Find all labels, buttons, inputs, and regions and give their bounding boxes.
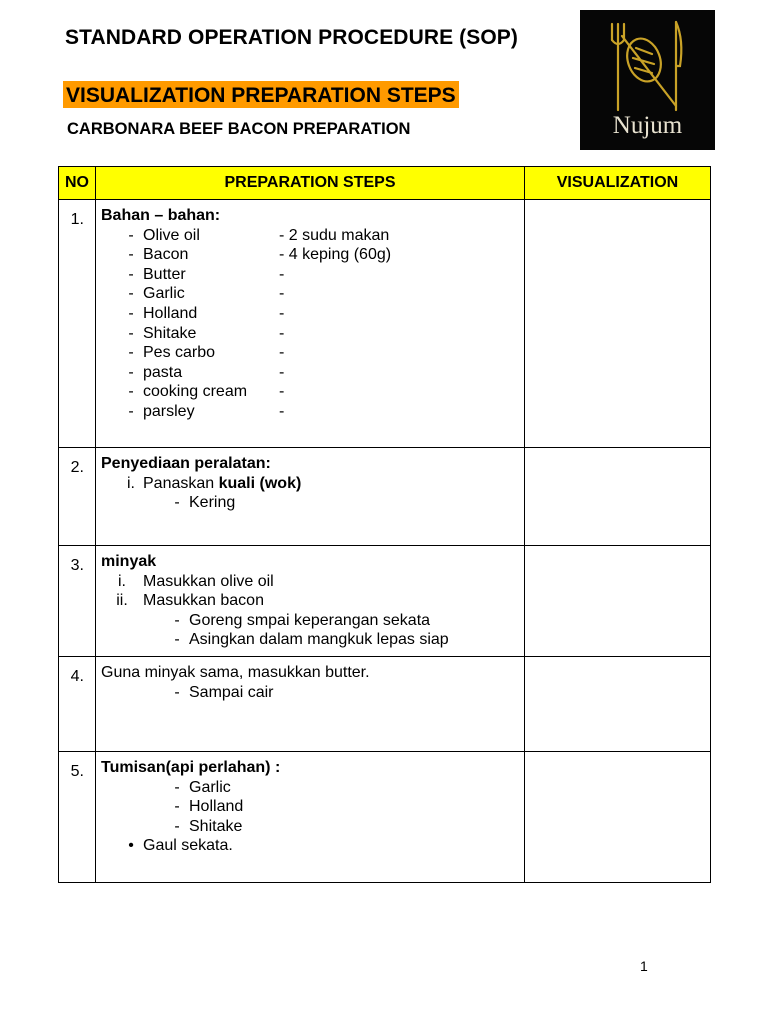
step-heading: Tumisan(api perlahan) : [101,759,281,776]
logo-text: Nujum [612,112,683,139]
sub-item: - Goreng smpai keperangan sekata [174,611,431,629]
table-row [59,546,711,657]
ingredient-item: - Pes carbo - [128,344,285,362]
sub-item: - Sampai cair [174,683,274,701]
step-cell [96,752,525,883]
bullet-item: • Gaul sekata. [128,837,233,855]
header-no: NO [59,167,96,200]
document-subtitle: VISUALIZATION PREPARATION STEPS [63,81,459,108]
visualization-cell [525,200,711,448]
ingredient-item: - pasta - [128,363,285,381]
step-heading: Bahan – bahan: [101,207,221,224]
document-title: STANDARD OPERATION PROCEDURE (SOP) [65,26,518,49]
step-cell [96,657,525,752]
step-heading: Penyediaan peralatan: [101,455,271,472]
page-number: 1 [640,958,648,974]
table-row [59,200,711,448]
step-cell [96,546,525,657]
step-item: ii. Masukkan bacon [116,592,264,610]
step-item: i. Panaskan kuali (wok) [127,474,302,492]
ingredient-item: - Olive oil - 2 sudu makan [128,226,390,244]
header-visualization: VISUALIZATION [525,167,711,200]
visualization-cell [525,448,711,546]
step-cell [96,200,525,448]
ingredient-item: - Holland - [128,304,285,322]
ingredient-item: - Butter - [128,265,285,283]
table-row [59,752,711,883]
row-number: 1. [59,200,96,448]
step-cell [96,448,525,546]
ingredient-item: - Bacon - 4 keping (60g) [128,246,392,264]
sop-table [58,166,711,883]
table-row [59,657,711,752]
row-number: 5. [59,752,96,883]
sub-item: - Garlic [174,778,231,796]
step-heading: minyak [101,553,157,570]
sub-item: - Kering [174,494,236,512]
step-item: i. Masukkan olive oil [118,572,274,590]
ingredient-item: - parsley - [128,402,285,420]
table-row [59,448,711,546]
row-number: 4. [59,657,96,752]
ingredient-item: - Shitake - [128,324,285,342]
recipe-title: CARBONARA BEEF BACON PREPARATION [67,120,411,138]
sub-item: - Holland [174,798,244,816]
visualization-cell [525,657,711,752]
ingredient-item: - Garlic - [128,285,285,303]
ingredient-item: - cooking cream - [128,383,285,401]
table-header-row [59,167,711,200]
header-steps: PREPARATION STEPS [96,167,525,200]
sub-item: - Shitake [174,817,243,835]
visualization-cell [525,546,711,657]
step-text: Guna minyak sama, masukkan butter. [101,664,370,681]
nujum-logo [580,10,715,150]
row-number: 3. [59,546,96,657]
sub-item: - Asingkan dalam mangkuk lepas siap [174,631,449,649]
visualization-cell [525,752,711,883]
row-number: 2. [59,448,96,546]
